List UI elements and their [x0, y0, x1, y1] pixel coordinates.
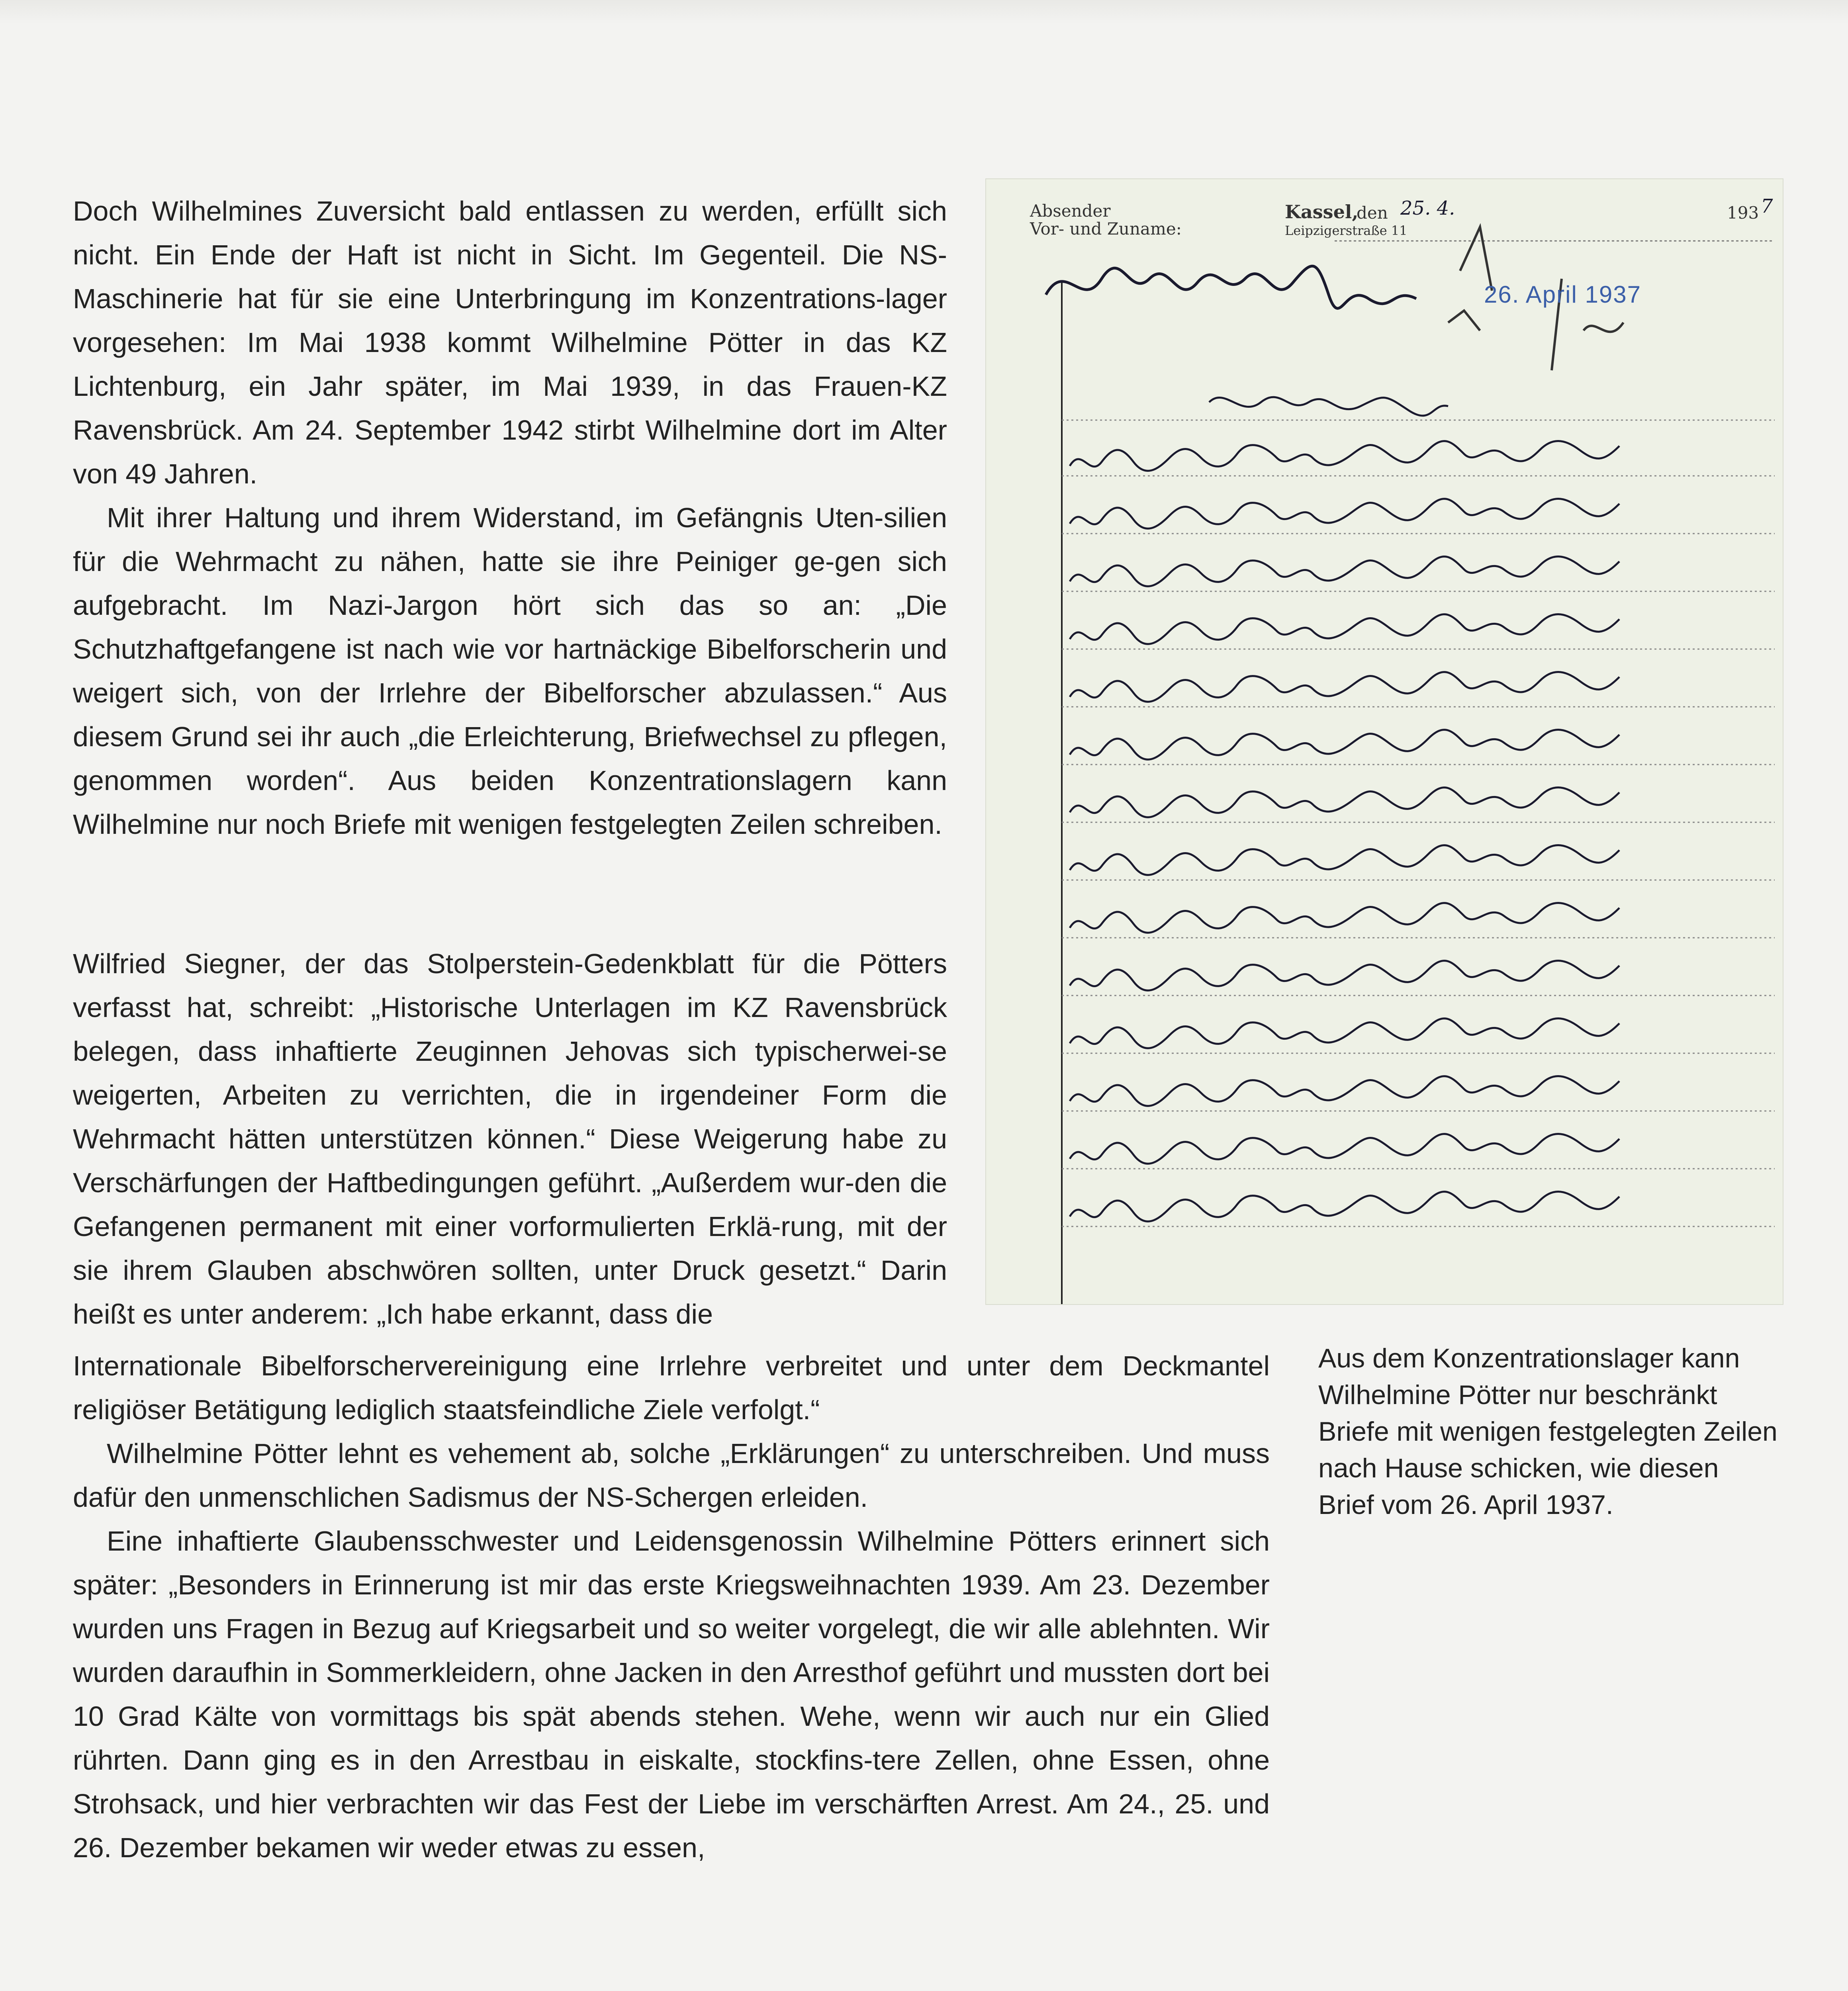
- letter-city-label: Kassel,: [1285, 201, 1359, 223]
- letter-image: [986, 179, 1783, 1304]
- paragraph-3: Wilfried Siegner, der das Stolperstein-Gedenkblatt für die Pötters verfasst hat, schreibt: „Historische Unterlagen im KZ Ravensbrück belegen, dass inhaftierte Zeuginnen Jehovas sich typischerwei-se weigerten, Arbeiten zu verrichten, die in irgendeiner Form die Wehrmacht hätten unterstützen können.“ Diese Weigerung habe zu Verschärfungen der Haftbedingungen geführt. „Außerdem wur-den die Gefangenen permanent mit einer vorformulierten Erklä-rung, mit der sie ihrem Glauben abschwören sollten, unter Druck gesetzt.“ Darin heißt es unter anderem: „Ich habe erkannt, dass die: [73, 948, 947, 1330]
- paragraph-1: Doch Wilhelmines Zuversicht bald entlassen zu werden, erfüllt sich nicht. Ein Ende der Haft ist nicht in Sicht. Im Gegenteil. Die NS-Maschinerie hat für sie eine Unterbringung im Konzentrations-lager vorgesehen: Im Mai 1938 kommt Wilhelmine Pötter in das KZ Lichtenburg, ein Jahr später, im Mai 1939, in das Frauen-KZ Ravensbrück. Am 24. September 1942 stirbt Wilhelmine dort im Alter von 49 Jahren.: [73, 196, 947, 489]
- body-column-full-width: [73, 1344, 1270, 1870]
- image-caption: Aus dem Konzentrationslager kann Wilhelmine Pötter nur beschränkt Briefe mit wenigen festgelegten Zeilen nach Hause schicken, wie diesen Brief vom 26. April 1937.: [1318, 1343, 1778, 1520]
- paragraph-4: Wilhelmine Pötter lehnt es vehement ab, solche „Erklärungen“ zu unterschreiben. Und muss dafür den unmenschlichen Sadismus der NS-Schergen erleiden.: [73, 1438, 1270, 1513]
- signature-name: [1046, 266, 1416, 308]
- received-date-stamp: 26. April 1937: [1484, 281, 1641, 308]
- paragraph-5: Eine inhaftierte Glaubensschwester und Leidensgenossin Wilhelmine Pötters erinnert sich später: „Besonders in Erinnerung ist mir das erste Kriegsweihnachten 1939. Am 23. Dezember wurden uns Fragen in Bezug auf Kriegsarbeit und so weiter vorgelegt, die wir alle ablehnten. Wir wurden daraufhin in Sommerkleidern, ohne Jacken in den Arresthof geführt und mussten dort bei 10 Grad Kälte von vormittags bis spät abends stehen. Wehe, wenn wir auch nur ein Glied rührten. Dann ging es in den Arrestbau in eiskalte, stockfins-tere Zellen, ohne Essen, ohne Strohsack, und hier verbrachten wir das Fest der Liebe im verschärften Arrest. Am 24., 25. und 26. Dezember bekamen wir weder etwas zu essen,: [73, 1526, 1270, 1863]
- pencil-mark-1: [1448, 227, 1492, 331]
- handwritten-letter-drawing: [986, 179, 1783, 1304]
- body-column-middle: [73, 942, 947, 1336]
- paragraph-2: Mit ihrer Haltung und ihrem Widerstand, im Gefängnis Uten-silien für die Wehrmacht zu nähen, hatte sie ihre Peiniger ge-gen sich aufgebracht. Im Nazi-Jargon hört sich das so an: „Die Schutzhaftgefangene ist nach wie vor hartnäckige Bibelforscherin und weigert sich, von der Irrlehre der Bibelforscher abzulassen.“ Aus diesem Grund sei ihr auch „die Erleichterung, Briefwechsel zu pflegen, genommen worden“. Aus beiden Konzentrationslagern kann Wilhelmine nur noch Briefe mit wenigen festgelegten Zeilen schreiben.: [73, 502, 947, 840]
- page-top-edge: [0, 0, 1848, 24]
- body-column-top: [73, 189, 947, 846]
- letter-street-label: Leipzigerstraße 11: [1285, 223, 1408, 238]
- greeting-handwriting: [1209, 397, 1448, 416]
- letter-den-label: den: [1357, 203, 1388, 223]
- letter-absender-label: Absender: [1030, 201, 1111, 221]
- paragraph-3-end: Internationale Bibelforschervereinigung eine Irrlehre verbreitet und unter dem Deckmantel religiöser Betätigung lediglich staatsfeindliche Ziele verfolgt.“: [73, 1350, 1270, 1425]
- letter-name-label: Vor- und Zuname:: [1030, 219, 1182, 239]
- handwriting-lines: [1070, 441, 1619, 1222]
- letter-year-printed: 193: [1727, 203, 1759, 223]
- ruled-lines: [1062, 420, 1775, 1226]
- letter-date-handwritten: 25. 4.: [1400, 197, 1455, 219]
- letter-year-handwritten: 7: [1761, 195, 1773, 217]
